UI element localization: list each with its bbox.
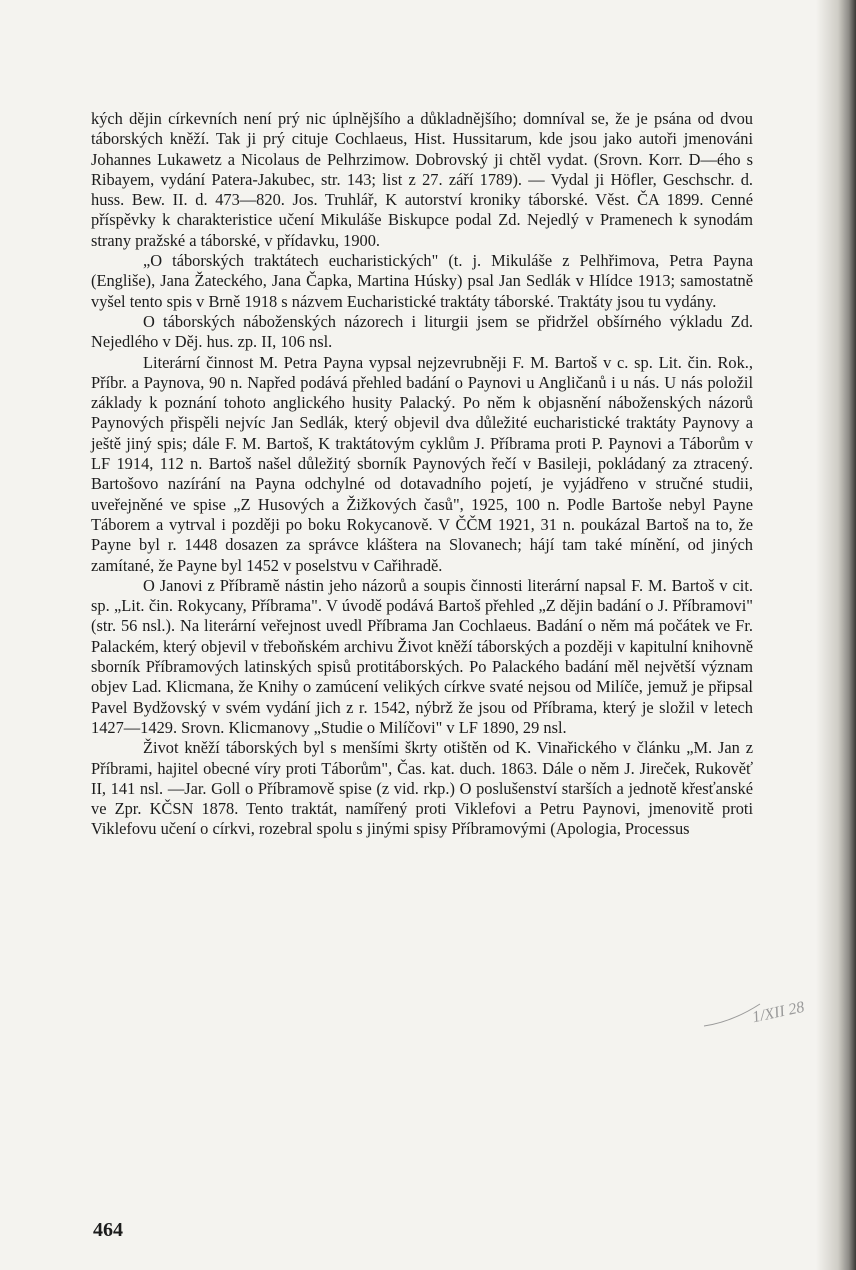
page-number: 464 [93,1219,123,1241]
paragraph-5: O Janovi z Příbramě nástin jeho názorů a soupis činnosti literární napsal F. M. Bartoš v cit. sp. „Lit. čin. Rokycany, Příbrama". V úvodě podává Bartoš přehled „Z dějin badání o J. Příbramovi" (str. 56 nsl.). Na literární veřejnost uvedl Příbrama Jan Cochlaeus. Badání o něm má počátek ve Fr. Palackém, který objevil v třeboňském archivu Život kněží táborských a později v kapitulní knihovně sborník Příbramových latinských spisů protitáborských. Po Palackého badání měl největší význam objev Lad. Klicmana, že Knihy o zamúcení velikých církve svaté nejsou od Milíče, jemuž je připsal Pavel Bydžovský v svém vydání jich z r. 1542, nýbrž že jsou od Příbrama, který je složil v letech 1427—1429. Srovn. Klicmanovy „Studie o Milíčovi" v LF 1890, 29 nsl. [91,575,753,737]
paragraph-1: kých dějin církevních není prý nic úplnějšího a důkladnějšího; domníval se, že je psána od dvou táborských kněží. Tak ji prý cituje Cochlaeus, Hist. Hussitarum, kde jsou jako autoři jmenováni Johannes Lukawetz a Nicolaus de Pelhrzimow. Dobrovský ji chtěl vydat. (Srovn. Korr. D—ého s Ribayem, vydání Patera-Jakubec, str. 143; list z 27. září 1789). — Vydal ji Höfler, Geschschr. d. huss. Bew. II. d. 473—820. Jos. Truhlář, K autorství kroniky táborské. Věst. ČA 1899. Cenné příspěvky k charakteristice učení Mikuláše Biskupce podal Zd. Nejedlý v Pramenech k synodám strany pražské a táborské, v přídavku, 1900. [91,109,753,250]
page-edge-shadow [816,0,856,1270]
paragraph-6: Život kněží táborských byl s menšími škrty otištěn od K. Vinařického v článku „M. Jan z Příbrami, hajitel obecné víry proti Táborům", Čas. kat. duch. 1863. Dále o něm J. Jireček, Rukověť II, 141 nsl. —Jar. Goll o Příbramově spise (z vid. rkp.) O poslušenství starších a jednotě křesťanské ve Zpr. KČSN 1878. Tento traktát, namířený proti Viklefovi a Petru Paynovi, jmenovitě proti Viklefovu učení o církvi, rozebral spolu s jinými spisy Příbramovými (Apologia, Processus [91,738,753,839]
pencil-annotation: 1/XII 28 [750,998,806,1027]
body-text [91,109,753,840]
paragraph-3: O táborských náboženských názorech i liturgii jsem se přidržel obšírného výkladu Zd. Nejedlého v Děj. hus. zp. II, 106 nsl. [91,311,753,352]
paragraph-2: „O táborských traktátech eucharistických" (t. j. Mikuláše z Pelhřimova, Petra Payna (Engliše), Jana Žateckého, Jana Čapka, Martina Húsky) psal Jan Sedlák v Hlídce 1913; samostatně vyšel tento spis v Brně 1918 s názvem Eucharistické traktáty táborské. Traktáty jsou tu vydány. [91,251,753,311]
paragraph-4: Literární činnost M. Petra Payna vypsal nejzevrubněji F. M. Bartoš v c. sp. Lit. čin. Rok., Příbr. a Paynova, 90 n. Napřed podává přehled badání o Paynovi u Angličanů i u nás. U nás položil základy k poznání tohoto anglického husity Palacký. Po něm k objasnění náboženských názorů Paynových přispěli nejvíc Jan Sedlák, který objevil dva důležité eucharistické traktáty Paynovy a ještě jiný spis; dále F. M. Bartoš, K traktátovým cyklům J. Příbrama proti P. Paynovi a Táborům v LF 1914, 112 n. Bartoš našel důležitý sborník Paynových řečí v Basileji, pokládaný za ztracený. Bartošovo nazírání na Payna odchylné od dotavadního pojetí, je vyjádřeno v stručné studii, uveřejněné ve spise „Z Husových a Žižkových časů", 1925, 100 n. Podle Bartoše nebyl Payne Táborem a vytrval i později po boku Rokycanově. V ČČM 1921, 31 n. poukázal Bartoš na to, že Payne byl r. 1448 dosazen za správce kláštera na Slovanech; hájí tam také mínění, od jiných zamítané, že Payne byl 1452 v poselstvu v Cařihradě. [91,352,753,575]
